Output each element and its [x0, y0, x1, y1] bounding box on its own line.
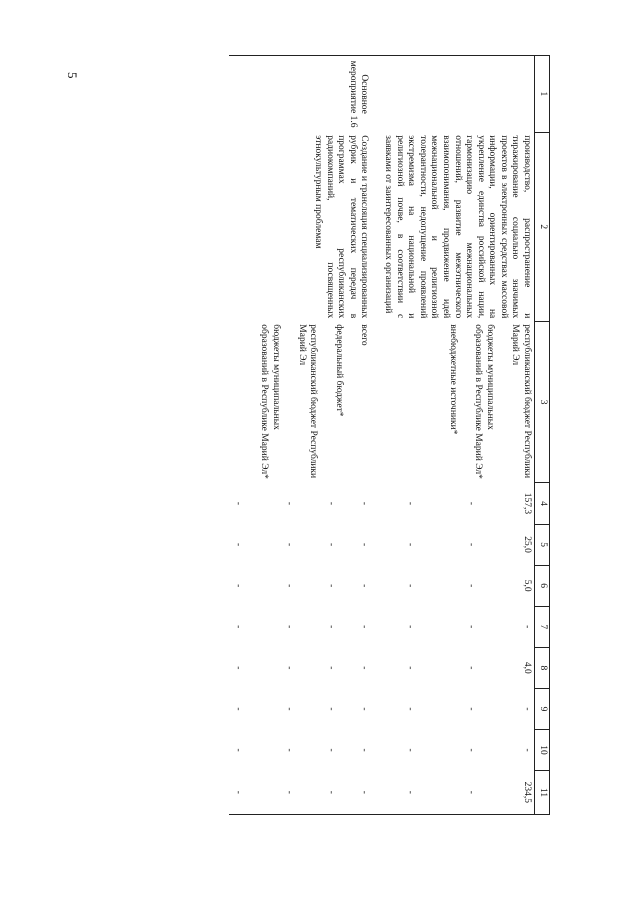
value-item: - — [359, 584, 370, 588]
value-item: - — [325, 625, 336, 629]
value-cell — [371, 483, 534, 524]
value-item: - — [466, 501, 477, 506]
value-item: - — [232, 625, 243, 629]
header-cell: 5 — [535, 524, 550, 565]
budget-table — [229, 55, 550, 815]
value-item: - — [404, 790, 415, 794]
value-item: - — [325, 501, 336, 506]
header-cell: 6 — [535, 565, 550, 606]
value-item: - — [359, 707, 370, 711]
rotated-page-content — [110, 55, 550, 815]
funding-source: внебюджетные источники* — [447, 324, 458, 435]
value-item: - — [522, 748, 532, 752]
value-item: - — [404, 625, 415, 629]
header-cell: 10 — [535, 730, 550, 771]
value-cell — [229, 730, 371, 771]
funding-sources-cell — [229, 321, 371, 483]
value-cell — [371, 565, 534, 606]
header-cell: 4 — [535, 483, 550, 524]
value-item: - — [325, 666, 336, 670]
value-cell — [229, 688, 371, 729]
value-cell — [371, 730, 534, 771]
header-row — [535, 56, 550, 815]
value-item: - — [284, 666, 295, 670]
value-item: - — [284, 542, 295, 547]
value-item: - — [404, 707, 415, 711]
funding-source: бюджеты муниципальных образований в Республике Марий Эл* — [473, 324, 495, 479]
value-item: - — [404, 666, 415, 670]
value-item: - — [284, 584, 295, 588]
value-item: - — [232, 666, 243, 670]
value-cell — [229, 647, 371, 688]
value-item: - — [284, 790, 295, 794]
funding-sources-cell — [371, 321, 534, 483]
value-item: - — [325, 707, 336, 711]
value-item: - — [466, 707, 477, 711]
value-item: - — [325, 748, 336, 752]
value-item: - — [325, 584, 336, 588]
value-item: - — [466, 542, 477, 547]
value-item: - — [404, 584, 415, 588]
activity-name-cell: Основное мероприятие 1.6 — [229, 56, 371, 133]
value-cell — [371, 771, 534, 815]
value-item: - — [359, 501, 370, 506]
header-cell: 11 — [535, 771, 550, 815]
value-item: 25,0 — [522, 536, 532, 553]
value-item: - — [522, 625, 532, 629]
value-item: - — [325, 790, 336, 794]
header-cell: 3 — [535, 321, 550, 483]
activity-description-cell: Создание и трансляция специализированных рубрик и тематических передач в программах республиканских радиокомпаний, посвященных этнокультурным проблемам — [312, 135, 370, 319]
value-item: - — [232, 790, 243, 794]
value-item: - — [232, 501, 243, 506]
value-item: 4,0 — [522, 661, 532, 674]
value-item: - — [466, 790, 477, 794]
funding-source: республиканский бюджет Республики Марий Эл — [296, 324, 319, 479]
funding-source: бюджеты муниципальных образований в Республике Марий Эл* — [259, 324, 281, 479]
value-item: - — [466, 666, 477, 670]
funding-source: всего — [359, 324, 370, 346]
value-cell — [371, 688, 534, 729]
value-item: - — [325, 542, 336, 547]
value-item: - — [284, 707, 295, 711]
header-cell: 8 — [535, 647, 550, 688]
value-item: - — [466, 584, 477, 588]
value-cell — [229, 565, 371, 606]
value-cell — [229, 524, 371, 565]
value-item: - — [284, 501, 295, 506]
activity-name-cell — [371, 56, 534, 133]
value-cell — [229, 483, 371, 524]
value-item: - — [284, 748, 295, 752]
header-cell: 7 — [535, 606, 550, 647]
funding-source: республиканский бюджет Республики Марий Эл — [510, 324, 532, 479]
value-item: - — [232, 584, 243, 588]
value-item: 5,0 — [522, 579, 532, 592]
header-cell: 2 — [535, 132, 550, 321]
value-item: - — [466, 625, 477, 629]
value-item: - — [284, 625, 295, 629]
value-item: - — [466, 748, 477, 752]
value-cell — [371, 647, 534, 688]
value-item: - — [359, 625, 370, 629]
value-item: - — [359, 666, 370, 670]
value-cell — [229, 771, 371, 815]
value-item: - — [359, 790, 370, 794]
value-cell — [371, 524, 534, 565]
value-item: - — [232, 748, 243, 752]
value-item: - — [404, 748, 415, 752]
funding-source: федеральный бюджет* — [333, 324, 344, 417]
value-item: 157,3 — [522, 492, 532, 515]
table-row — [371, 56, 534, 815]
value-item: - — [522, 707, 532, 711]
value-item: - — [232, 542, 243, 547]
activity-description-cell: производство, распространение и тиражирование социально значимых проектов в электронных средствах массовой информации, ориентированных на укрепление единства российской нации, гармонизацию межнациональных отношений, развитие межэтнического взаимопонимания, продвижение идей межнациональной и религиозной толерантности, недопущение проявлений экстремизма на национальной и религиозной почве, в соответствии с заявками от заинтересованных организаций — [383, 135, 532, 319]
value-item: - — [404, 501, 415, 506]
value-item: 234,5 — [522, 781, 532, 803]
value-cell — [371, 606, 534, 647]
value-cell — [229, 606, 371, 647]
value-item: - — [232, 707, 243, 711]
header-cell: 1 — [535, 56, 550, 133]
value-item: - — [359, 748, 370, 752]
header-cell: 9 — [535, 688, 550, 729]
value-item: - — [359, 542, 370, 547]
page-number: 5 — [65, 72, 80, 79]
value-item: - — [404, 542, 415, 547]
table-row — [229, 56, 371, 815]
